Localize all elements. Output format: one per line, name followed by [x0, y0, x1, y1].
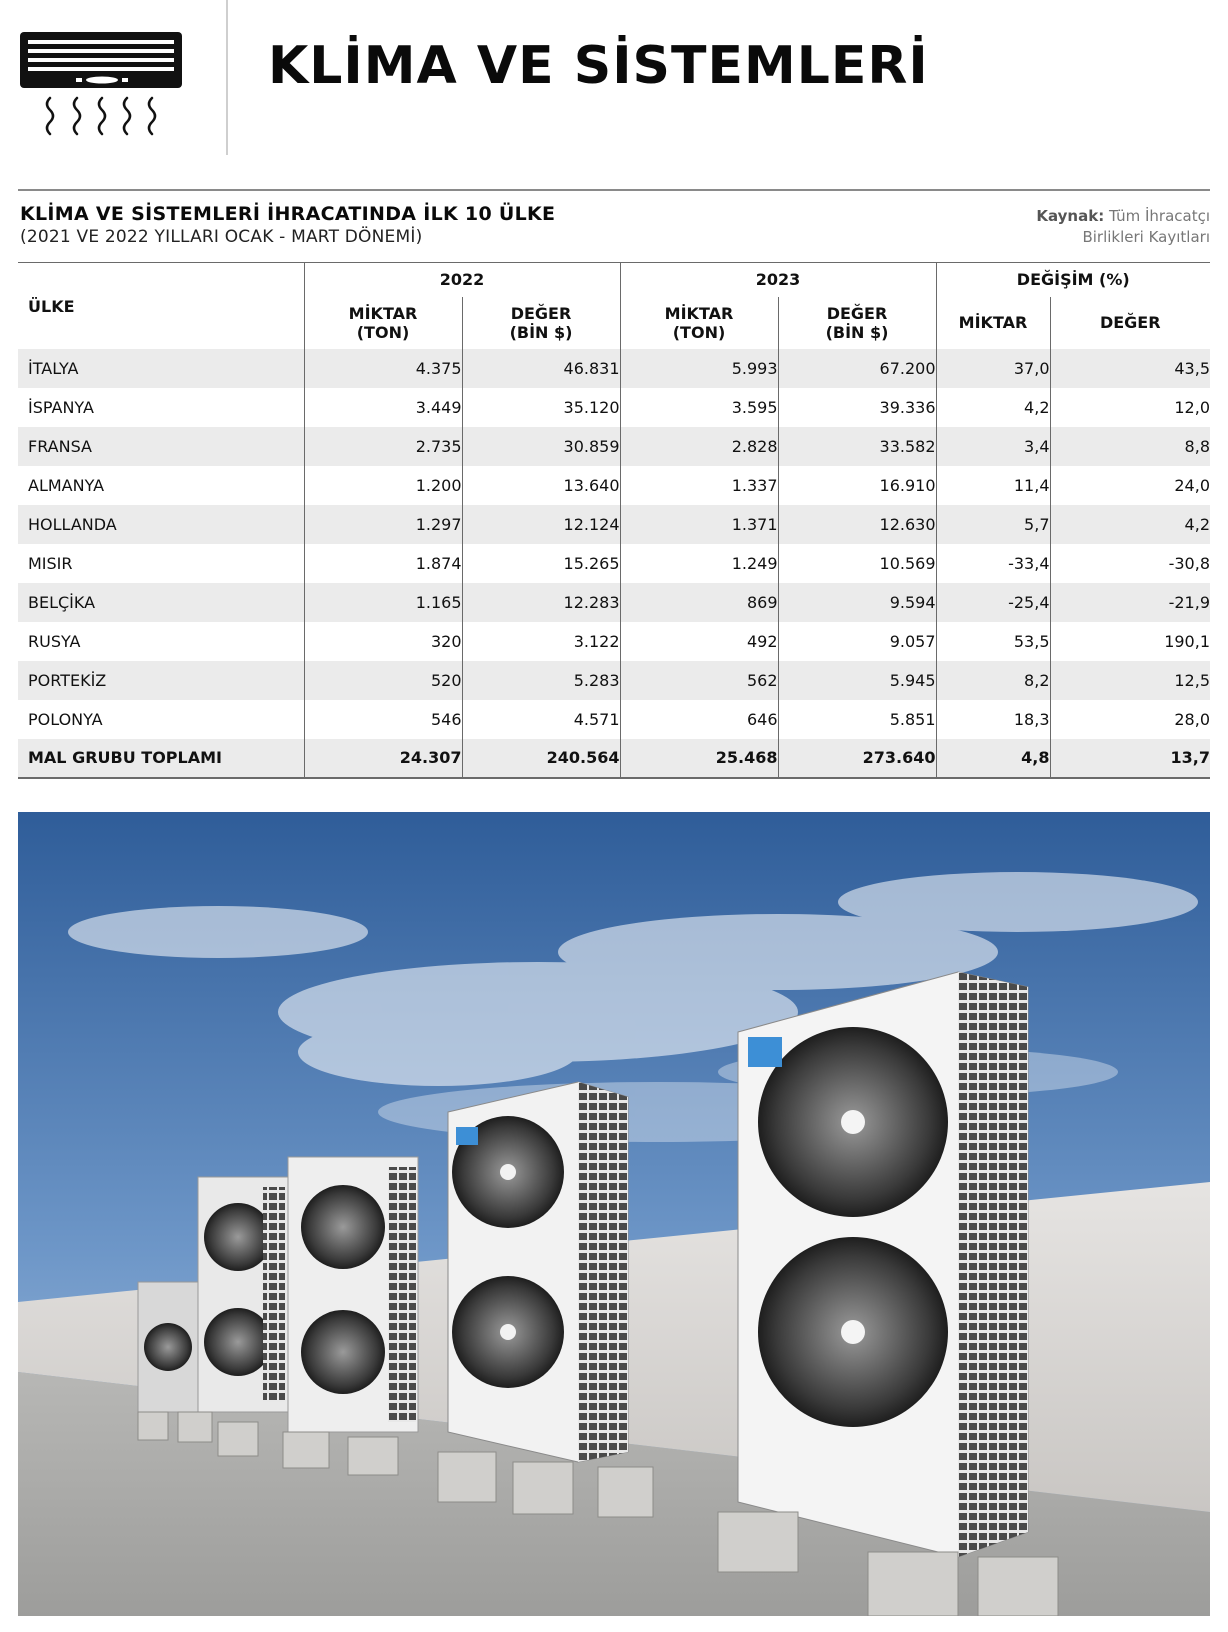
col-header-year-2022: 2022	[304, 263, 620, 297]
cell-q23: 2.828	[620, 427, 778, 466]
rooftop-ac-units-image	[18, 812, 1210, 1616]
cell-q22: 1.165	[304, 583, 462, 622]
table-row	[18, 388, 1210, 427]
col-header-change-value: DEĞER	[1050, 297, 1210, 349]
cell-q22: 3.449	[304, 388, 462, 427]
cell-dq: 4,8	[936, 739, 1050, 778]
cell-v23: 33.582	[778, 427, 936, 466]
cell-dq: 4,2	[936, 388, 1050, 427]
cell-dv: -21,9	[1050, 583, 1210, 622]
table-row	[18, 466, 1210, 505]
cell-dv: 28,0	[1050, 700, 1210, 739]
cell-dq: 11,4	[936, 466, 1050, 505]
air-conditioner-icon	[18, 30, 188, 140]
cell-v23: 12.630	[778, 505, 936, 544]
cell-country: İTALYA	[28, 358, 79, 378]
cell-dv: 12,0	[1050, 388, 1210, 427]
cell-dv: 190,1	[1050, 622, 1210, 661]
cell-v22: 35.120	[462, 388, 620, 427]
table-row	[18, 661, 1210, 700]
cell-q22: 546	[304, 700, 462, 739]
table-row	[18, 349, 1210, 388]
cell-v23: 67.200	[778, 349, 936, 388]
cell-dq: 18,3	[936, 700, 1050, 739]
cell-q23: 1.249	[620, 544, 778, 583]
cell-country: PORTEKİZ	[28, 670, 107, 690]
cell-dq: 5,7	[936, 505, 1050, 544]
cell-q22: 4.375	[304, 349, 462, 388]
cell-v23: 10.569	[778, 544, 936, 583]
table-row	[18, 700, 1210, 739]
cell-country: POLONYA	[28, 709, 103, 729]
cell-q22: 2.735	[304, 427, 462, 466]
cell-dq: 8,2	[936, 661, 1050, 700]
table-row	[18, 622, 1210, 661]
table-title: KLİMA VE SİSTEMLERİ İHRACATINDA İLK 10 ÜLKE	[20, 203, 556, 225]
cell-v22: 5.283	[462, 661, 620, 700]
col-header-quantity: MİKTAR (TON)	[304, 297, 462, 349]
col-header-change-quantity: MİKTAR	[936, 297, 1050, 349]
cell-q23: 562	[620, 661, 778, 700]
col-header-value: DEĞER (BİN $)	[778, 297, 936, 349]
cell-dv: 13,7	[1050, 739, 1210, 778]
cell-v23: 9.594	[778, 583, 936, 622]
cell-q22: 320	[304, 622, 462, 661]
cell-dv: -30,8	[1050, 544, 1210, 583]
cell-country: HOLLANDA	[28, 514, 117, 534]
table-row	[18, 427, 1210, 466]
col-header-year-2023: 2023	[620, 263, 936, 297]
cell-q22: 24.307	[304, 739, 462, 778]
cell-country: BELÇİKA	[28, 592, 96, 612]
cell-country: MISIR	[28, 553, 73, 573]
cell-q23: 492	[620, 622, 778, 661]
header-divider	[226, 0, 228, 155]
cell-v22: 4.571	[462, 700, 620, 739]
cell-dv: 4,2	[1050, 505, 1210, 544]
export-table	[18, 262, 1210, 779]
cell-dq: 37,0	[936, 349, 1050, 388]
source-label: Kaynak:	[1036, 207, 1105, 225]
cell-v23: 5.851	[778, 700, 936, 739]
cell-v22: 12.283	[462, 583, 620, 622]
col-header-change: DEĞİŞİM (%)	[936, 263, 1210, 297]
source-note	[1036, 206, 1210, 248]
table-row	[18, 583, 1210, 622]
cell-q23: 646	[620, 700, 778, 739]
cell-dq: 53,5	[936, 622, 1050, 661]
cell-v22: 13.640	[462, 466, 620, 505]
cell-q22: 1.874	[304, 544, 462, 583]
cell-v22: 15.265	[462, 544, 620, 583]
cell-q23: 1.337	[620, 466, 778, 505]
col-header-value: DEĞER (BİN $)	[462, 297, 620, 349]
source-line-1: Tüm İhracatçı	[1108, 207, 1210, 225]
cell-dv: 8,8	[1050, 427, 1210, 466]
table-total-row	[18, 739, 1210, 778]
table-row	[18, 505, 1210, 544]
cell-v23: 39.336	[778, 388, 936, 427]
table-row	[18, 544, 1210, 583]
cell-q22: 520	[304, 661, 462, 700]
cell-q22: 1.297	[304, 505, 462, 544]
cell-v22: 46.831	[462, 349, 620, 388]
cell-v23: 5.945	[778, 661, 936, 700]
col-header-quantity: MİKTAR (TON)	[620, 297, 778, 349]
cell-q23: 869	[620, 583, 778, 622]
cell-dq: -33,4	[936, 544, 1050, 583]
cell-q23: 3.595	[620, 388, 778, 427]
cell-dv: 24,0	[1050, 466, 1210, 505]
cell-q23: 5.993	[620, 349, 778, 388]
source-line-2: Birlikleri Kayıtları	[1082, 228, 1210, 246]
cell-country: MAL GRUBU TOPLAMI	[18, 739, 304, 778]
cell-dv: 43,5	[1050, 349, 1210, 388]
cell-country: FRANSA	[28, 436, 92, 456]
divider	[18, 189, 1210, 191]
cell-q22: 1.200	[304, 466, 462, 505]
cell-q23: 25.468	[620, 739, 778, 778]
cell-dv: 12,5	[1050, 661, 1210, 700]
cell-v22: 3.122	[462, 622, 620, 661]
page-title: KLİMA VE SİSTEMLERİ	[268, 36, 929, 96]
cell-country: RUSYA	[28, 631, 81, 651]
table-subtitle: (2021 VE 2022 YILLARI OCAK - MART DÖNEMİ)	[20, 227, 423, 247]
cell-country: ALMANYA	[28, 475, 105, 495]
col-header-country: ÜLKE	[18, 263, 304, 349]
cell-dq: -25,4	[936, 583, 1050, 622]
cell-v22: 12.124	[462, 505, 620, 544]
cell-q23: 1.371	[620, 505, 778, 544]
cell-v23: 273.640	[778, 739, 936, 778]
cell-v22: 240.564	[462, 739, 620, 778]
cell-country: İSPANYA	[28, 397, 94, 417]
cell-v23: 16.910	[778, 466, 936, 505]
cell-dq: 3,4	[936, 427, 1050, 466]
cell-v23: 9.057	[778, 622, 936, 661]
cell-v22: 30.859	[462, 427, 620, 466]
